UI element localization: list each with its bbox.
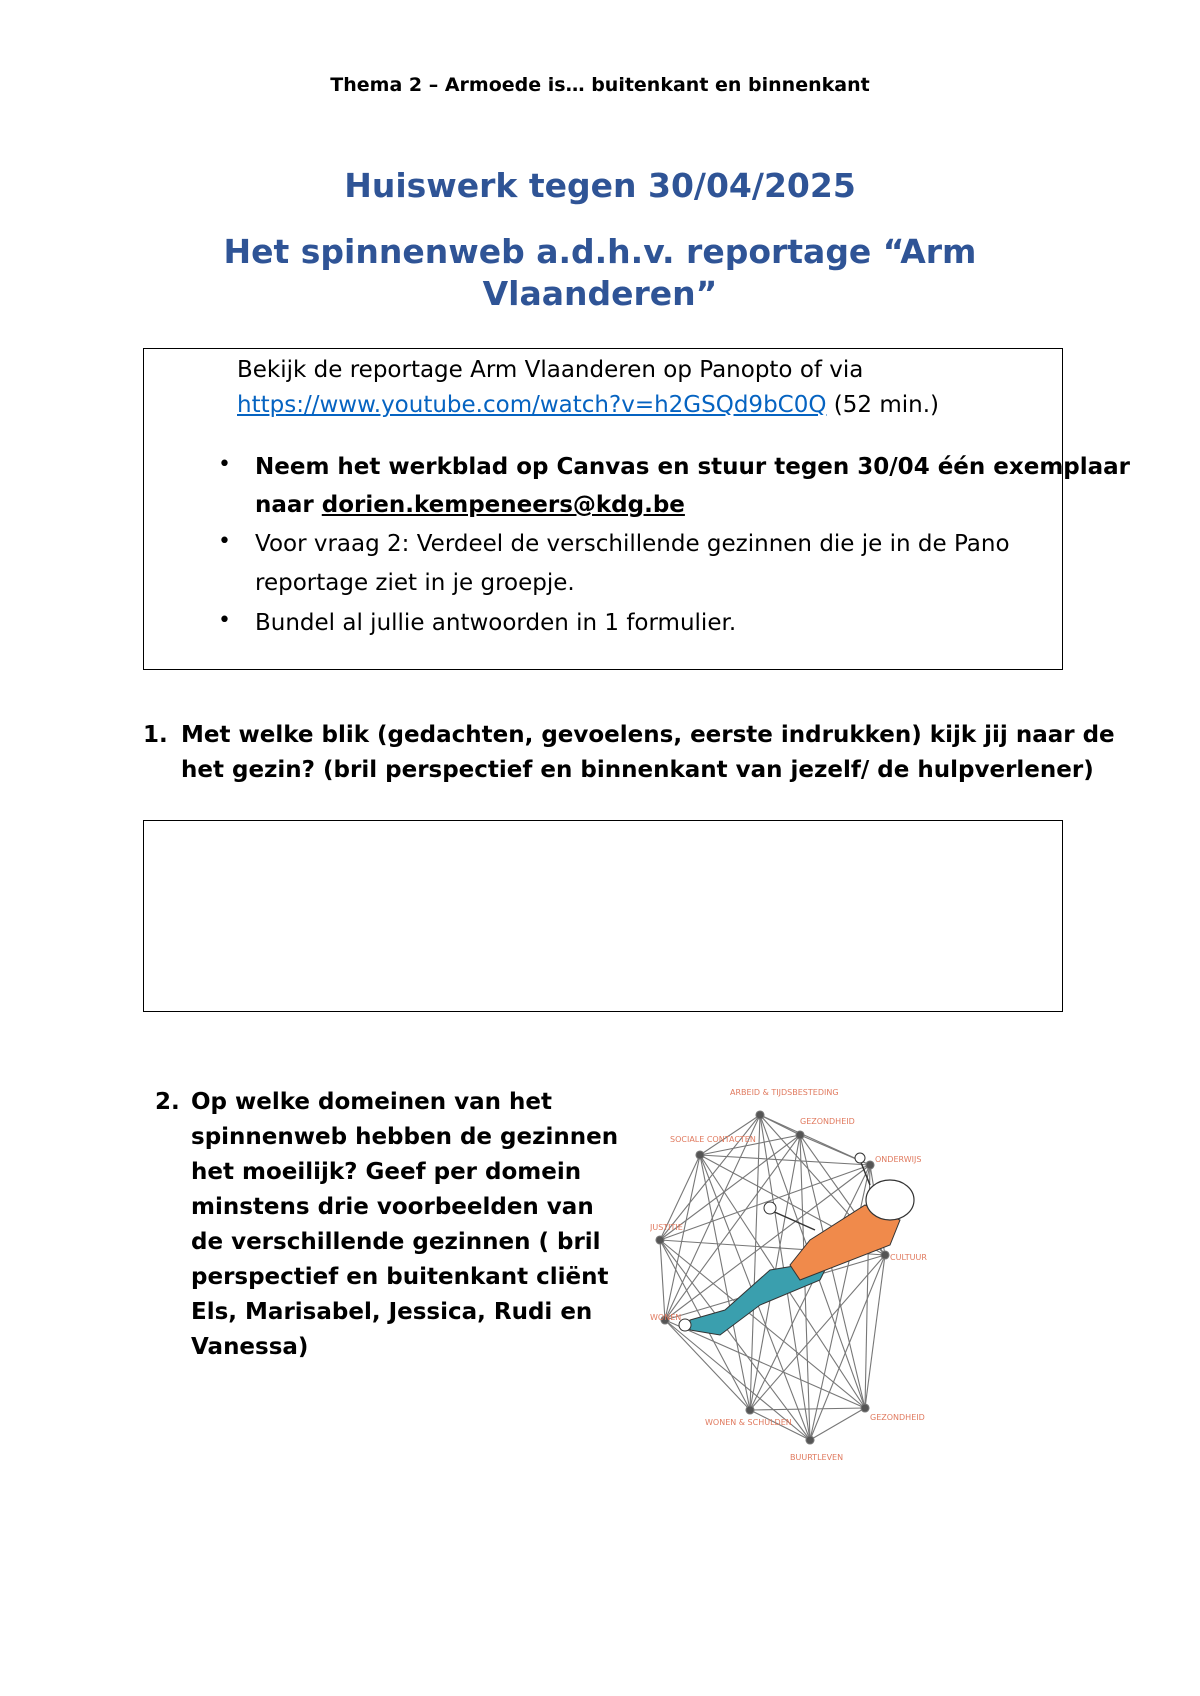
person-head: [866, 1180, 914, 1220]
web-node: [756, 1111, 764, 1119]
web-domain-label: ONDERWIJS: [875, 1155, 922, 1164]
web-strand: [660, 1240, 665, 1320]
bullet-1-line-2: [255, 490, 685, 520]
youtube-link[interactable]: https://www.youtube.com/watch?v=h2GSQd9bC0Q: [237, 392, 827, 418]
spiderweb-illustration: [650, 1080, 1010, 1480]
answer-box[interactable]: [143, 820, 1063, 1012]
web-node: [796, 1131, 804, 1139]
web-domain-label: GEZONDHEID: [800, 1117, 855, 1126]
instructions-intro: Bekijk de reportage Arm Vlaanderen op Panopto of via: [237, 357, 864, 383]
web-strand: [660, 1115, 760, 1240]
bullet-icon: •: [218, 529, 231, 554]
naar-text: naar: [255, 492, 322, 518]
question-2-line: minstens drie voorbeelden van: [191, 1194, 594, 1220]
question-2-line: het moeilijk? Geef per domein: [191, 1159, 582, 1185]
bullet-1-line-1: Neem het werkblad op Canvas en stuur tegen 30/04 één exemplaar: [255, 454, 1131, 480]
web-domain-label: JUSTITIE: [650, 1223, 683, 1232]
bullet-icon: •: [218, 452, 231, 477]
subtitle-line-2: Vlaanderen”: [482, 274, 718, 313]
question-2-line: Vanessa): [191, 1334, 309, 1360]
web-node: [696, 1151, 704, 1159]
bullet-2-line-2: reportage ziet in je groepje.: [255, 570, 575, 596]
question-2-line: Els, Marisabel, Jessica, Rudi en: [191, 1299, 593, 1325]
duration-text: (52 min.): [826, 392, 939, 418]
question-2-text: [191, 1085, 618, 1365]
question-2-line: spinnenweb hebben de gezinnen: [191, 1124, 619, 1150]
question-1-line-2: het gezin? (bril perspectief en binnenkant van jezelf/ de hulpverlener): [181, 757, 1094, 783]
bullet-3-line-1: Bundel al jullie antwoorden in 1 formulier.: [255, 610, 737, 636]
web-strand: [665, 1320, 750, 1410]
email-link[interactable]: dorien.kempeneers@kdg.be: [321, 492, 685, 518]
bullet-2-line-1: Voor vraag 2: Verdeel de verschillende gezinnen die je in de Pano: [255, 531, 1010, 557]
question-1-number: 1.: [143, 722, 168, 748]
subtitle-line-1: Het spinnenweb a.d.h.v. reportage “Arm: [223, 232, 977, 271]
page-title: Huiswerk tegen 30/04/2025: [344, 166, 856, 205]
web-node: [746, 1406, 754, 1414]
web-node: [806, 1436, 814, 1444]
web-domain-label: BUURTLEVEN: [790, 1453, 844, 1462]
web-strand: [810, 1165, 870, 1440]
web-strand: [750, 1408, 865, 1410]
web-domain-label: ARBEID & TIJDSBESTEDING: [730, 1088, 839, 1097]
question-2-line: de verschillende gezinnen ( bril: [191, 1229, 601, 1255]
web-node: [881, 1251, 889, 1259]
page-subtitle: [0, 231, 1200, 315]
question-1-line-1: Met welke blik (gedachten, gevoelens, eerste indrukken) kijk jij naar de: [181, 722, 1115, 748]
page-header: Thema 2 – Armoede is… buitenkant en binnenkant: [330, 74, 870, 96]
web-domain-label: SOCIALE CONTACTEN: [670, 1135, 756, 1144]
web-domain-label: WONEN & SCHULDEN: [705, 1418, 792, 1427]
web-node: [861, 1404, 869, 1412]
question-2-line: Op welke domeinen van het: [191, 1089, 552, 1115]
web-domain-label: CULTUUR: [890, 1253, 927, 1262]
web-domain-label: GEZONDHEID: [870, 1413, 925, 1422]
instructions-link-line: [237, 390, 939, 420]
web-node: [866, 1161, 874, 1169]
web-strand: [810, 1408, 865, 1440]
question-2-line: perspectief en buitenkant cliënt: [191, 1264, 609, 1290]
web-domain-label: WONEN: [650, 1313, 682, 1322]
question-2-number: 2.: [155, 1089, 180, 1115]
web-strand: [665, 1320, 865, 1408]
web-strand: [700, 1155, 870, 1165]
web-node: [656, 1236, 664, 1244]
bullet-icon: •: [218, 608, 231, 633]
